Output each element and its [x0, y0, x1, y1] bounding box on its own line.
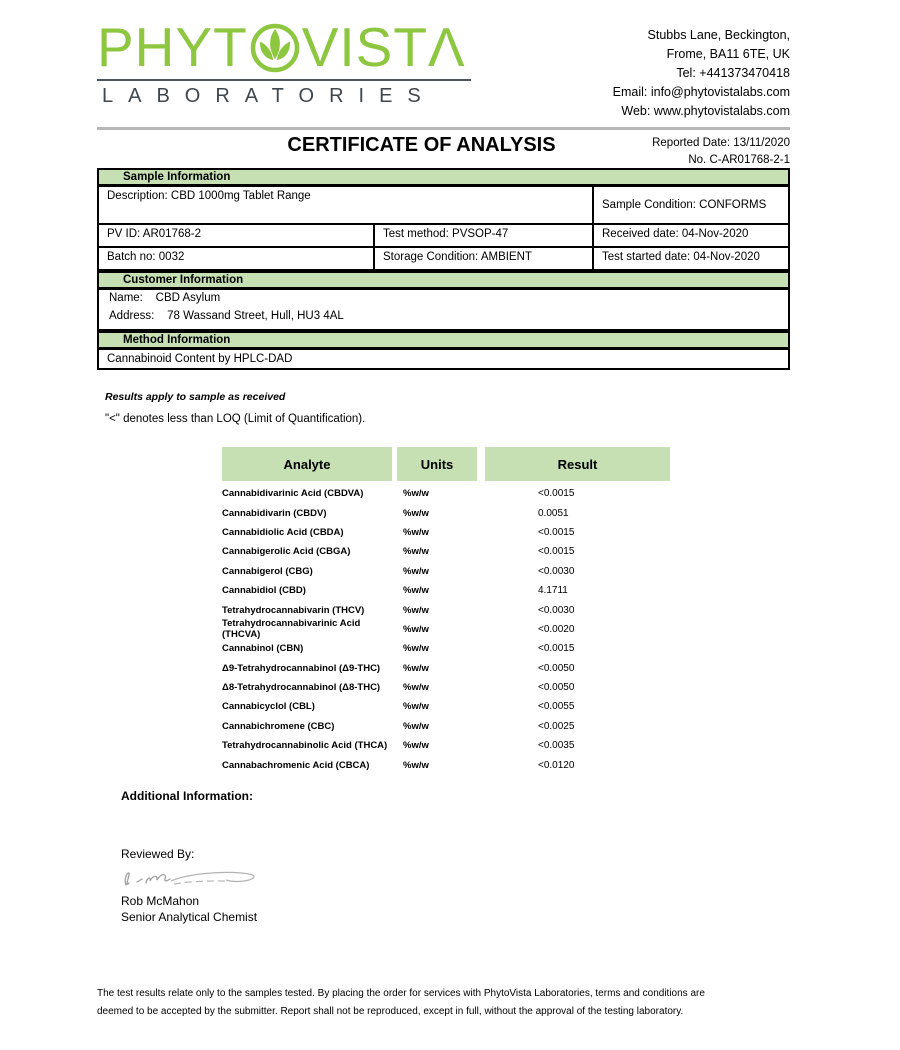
sample-ids-row: [97, 225, 790, 248]
leaf-icon: [250, 23, 300, 73]
method-information-header: Method Information: [97, 331, 790, 350]
sample-batch-row: [97, 248, 790, 271]
storage-condition: Storage Condition: AMBIENT: [375, 248, 594, 269]
contact-address-line1: Stubbs Lane, Beckington,: [647, 28, 790, 42]
pv-id: PV ID: AR01768-2: [99, 225, 375, 246]
units-cell: %w/w: [403, 488, 429, 500]
customer-name: Name: CBD Asylum: [109, 292, 221, 304]
brand-subtitle: LABORATORIES: [102, 85, 436, 107]
analyte-cell: Tetrahydrocannabinolic Acid (THCA): [222, 740, 388, 752]
analyte-cell: Tetrahydrocannabivarin (THCV): [222, 604, 365, 616]
sample-description-row: [97, 187, 790, 225]
sample-information-header: Sample Information: [97, 168, 790, 187]
analyte-cell: Cannabigerol (CBG): [222, 565, 313, 577]
contact-web: Web: www.phytovistalabs.com: [621, 104, 790, 118]
result-cell: 4.1711: [538, 585, 568, 597]
units-cell: %w/w: [403, 507, 429, 519]
units-cell: %w/w: [403, 565, 429, 577]
analyte-cell: Tetrahydrocannabivarinic Acid (THCVA): [222, 618, 361, 641]
table-row: [222, 600, 670, 619]
table-row: [222, 755, 670, 774]
result-cell: <0.0015: [538, 526, 575, 538]
units-cell: %w/w: [403, 759, 429, 771]
units-cell: %w/w: [403, 526, 429, 538]
reported-date: Reported Date: 13/11/2020: [652, 137, 790, 149]
footer-line2: deemed to be accepted by the submitter. Report shall not be reproduced, except in full, without the approval of the testing laboratory.: [97, 1005, 684, 1017]
brand-line: [97, 16, 471, 78]
table-row: [222, 484, 670, 503]
customer-address: Address: 78 Wassand Street, Hull, HU3 4AL: [109, 310, 344, 322]
result-cell: <0.0050: [538, 682, 575, 694]
units-cell: %w/w: [403, 643, 429, 655]
sample-condition: Sample Condition: CONFORMS: [602, 199, 767, 211]
analyte-cell: Cannabachromenic Acid (CBCA): [222, 759, 370, 771]
results-apply-note: Results apply to sample as received: [105, 391, 286, 403]
result-cell: <0.0015: [538, 546, 575, 558]
units-cell: %w/w: [403, 682, 429, 694]
test-method: Test method: PVSOP-47: [375, 225, 594, 246]
column-header-result: Result: [485, 447, 670, 481]
units-cell: %w/w: [403, 701, 429, 713]
brand-name-left: PHYT: [97, 16, 248, 78]
reviewer-name: Rob McMahon: [121, 893, 200, 908]
result-cell: <0.0025: [538, 720, 575, 732]
results-table-header: [222, 447, 670, 481]
page-title: CERTIFICATE OF ANALYSIS: [287, 134, 556, 156]
result-cell: <0.0020: [538, 623, 575, 635]
result-cell: <0.0055: [538, 701, 575, 713]
header-divider-rule: [97, 127, 790, 130]
table-row: [222, 581, 670, 600]
units-cell: %w/w: [403, 585, 429, 597]
loq-note: "<" denotes less than LOQ (Limit of Quantification).: [105, 413, 366, 425]
contact-tel: Tel: +441373470418: [676, 66, 790, 80]
table-row: [222, 523, 670, 542]
analyte-cell: Cannabidiolic Acid (CBDA): [222, 526, 344, 538]
table-row: [222, 639, 670, 658]
result-cell: <0.0120: [538, 759, 575, 771]
batch-no: Batch no: 0032: [99, 248, 375, 269]
table-row: [222, 717, 670, 736]
result-cell: <0.0050: [538, 662, 575, 674]
table-row: [222, 620, 670, 639]
analyte-cell: Cannabinol (CBN): [222, 643, 304, 655]
table-row: [222, 659, 670, 678]
logo-divider: [97, 79, 471, 81]
contact-address-line2: Frome, BA11 6TE, UK: [666, 47, 790, 61]
footer-line1: The test results relate only to the samples tested. By placing the order for services with PhytoVista Laboratories, terms and conditions are: [97, 988, 705, 999]
result-cell: 0.0051: [538, 507, 569, 519]
review-block: [97, 847, 790, 925]
page-content: [97, 0, 790, 925]
analyte-cell: Cannabigerolic Acid (CBGA): [222, 546, 351, 558]
table-row: [222, 678, 670, 697]
method-name: Cannabinoid Content by HPLC-DAD: [107, 353, 293, 365]
reviewed-by-label: Reviewed By:: [121, 846, 195, 861]
analyte-cell: Δ9-Tetrahydrocannabinol (Δ9-THC): [222, 662, 381, 674]
contact-email: Email: info@phytovistalabs.com: [612, 85, 790, 99]
info-tables: [97, 168, 790, 370]
reviewer-role: Senior Analytical Chemist: [121, 909, 258, 924]
contact-block: [613, 20, 790, 121]
units-cell: %w/w: [403, 604, 429, 616]
received-date: Received date: 04-Nov-2020: [602, 228, 749, 240]
customer-box: [97, 290, 790, 331]
header: [97, 0, 790, 121]
analyte-cell: Cannabichromene (CBC): [222, 720, 335, 732]
analyte-cell: Cannabidivarinic Acid (CBDVA): [222, 488, 364, 500]
result-cell: <0.0030: [538, 565, 575, 577]
analyte-cell: Δ8-Tetrahydrocannabinol (Δ8-THC): [222, 682, 381, 694]
additional-information-label: Additional Information:: [121, 788, 253, 803]
method-box: [97, 350, 790, 370]
table-row: [222, 562, 670, 581]
customer-information-header: Customer Information: [97, 271, 790, 290]
analyte-cell: Cannabidiol (CBD): [222, 585, 306, 597]
footer-disclaimer: [97, 985, 797, 1020]
units-cell: %w/w: [403, 546, 429, 558]
results-table: [222, 447, 670, 775]
test-started-date: Test started date: 04-Nov-2020: [602, 251, 760, 263]
brand-name-right: VISTΛ: [301, 16, 466, 78]
column-header-analyte: Analyte: [222, 447, 392, 481]
analyte-cell: Cannabicyclol (CBL): [222, 701, 315, 713]
handwritten-signature-icon: [119, 864, 279, 892]
phytovista-logo: [97, 16, 471, 108]
table-row: [222, 503, 670, 522]
units-cell: %w/w: [403, 623, 429, 635]
result-cell: <0.0035: [538, 740, 575, 752]
column-header-units: Units: [397, 447, 477, 481]
units-cell: %w/w: [403, 740, 429, 752]
result-cell: <0.0015: [538, 488, 575, 500]
table-row: [222, 736, 670, 755]
table-row: [222, 542, 670, 561]
analyte-cell: Cannabidivarin (CBDV): [222, 507, 327, 519]
sample-description: Description: CBD 1000mg Tablet Range: [99, 187, 594, 223]
units-cell: %w/w: [403, 662, 429, 674]
result-cell: <0.0015: [538, 643, 575, 655]
report-number: No. C-AR01768-2-1: [688, 153, 790, 166]
units-cell: %w/w: [403, 720, 429, 732]
table-row: [222, 697, 670, 716]
results-table-body: [222, 484, 670, 775]
result-cell: <0.0030: [538, 604, 575, 616]
